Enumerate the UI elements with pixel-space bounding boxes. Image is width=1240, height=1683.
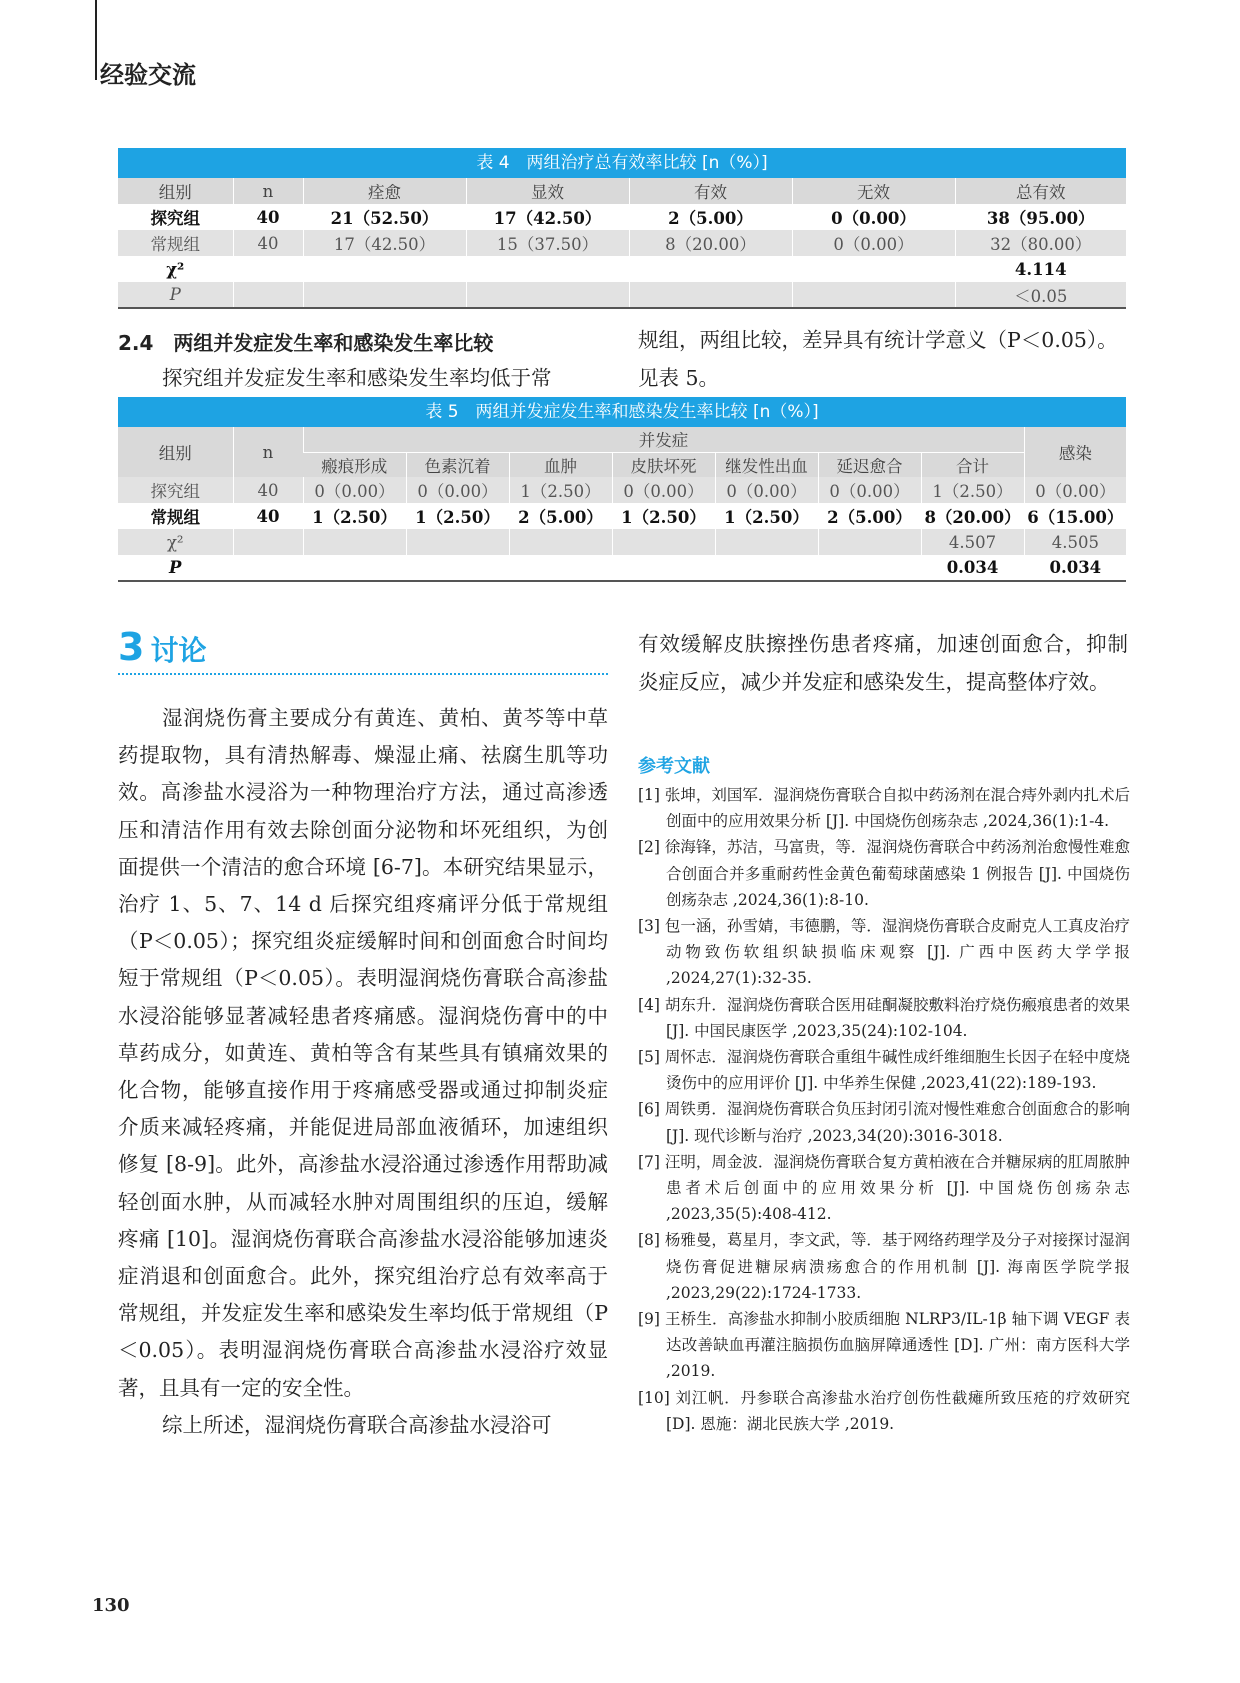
col-header-n: n: [233, 178, 303, 204]
table-cell: 40: [233, 503, 303, 529]
col-header-group: 组别: [118, 178, 233, 204]
table-5: [118, 397, 1126, 582]
reference-item: [1] 张坤，刘国军．湿润烧伤膏联合自拟中药汤剂在混合痔外剥内扎术后创面中的应用效果分析 [J]. 中国烧伤创疡杂志 ,2024,36(1):1-4.: [638, 786, 1130, 831]
table-row-p: [118, 555, 1126, 581]
col-header-scar: 瘢痕形成: [303, 452, 406, 477]
table-row: [118, 204, 1126, 230]
chi-value: 4.114: [955, 256, 1126, 282]
reference-item: [10] 刘江帆．丹参联合高渗盐水治疗创伤性截瘫所致压疮的疗效研究 [D]. 恩施：湖北民族大学 ,2019.: [638, 1388, 1130, 1433]
col-header-pigment: 色素沉着: [406, 452, 509, 477]
table-cell: 1（2.50）: [612, 503, 715, 529]
table-cell: 40: [233, 230, 303, 256]
table-cell: 32（80.00）: [955, 230, 1126, 256]
table-cell: 0（0.00）: [792, 204, 955, 230]
reference-item: [7] 汪明，周金波．湿润烧伤膏联合复方黄柏液在合并糖尿病的肛周脓肿患者术后创面中的应用效果分析 [J]. 中国烧伤创疡杂志 ,2023,35(5):408-412.: [638, 1152, 1130, 1224]
table-cell: 2（5.00）: [629, 204, 792, 230]
section-3-body-left: [118, 700, 608, 1444]
table-cell: 38（95.00）: [955, 204, 1126, 230]
section-3-para-1: 湿润烧伤膏主要成分有黄连、黄柏、黄芩等中草药提取物，具有清热解毒、燥湿止痛、祛腐生肌等功效。高渗盐水浸浴为一种物理治疗方法，通过高渗透压和清洁作用有效去除创面分泌物和坏死组织，为创面提供一个清洁的愈合环境 [6-7]。本研究结果显示，治疗 1、5、7、14 d 后探究组疼痛评分低于常规组（P＜0.05）；探究组炎症缓解时间和创面愈合时间均短于常规组（P＜0.05）。表明湿润烧伤膏联合高渗盐水浸浴能够显著减轻患者疼痛感。湿润烧伤膏中的中草药成分，如黄连、黄柏等含有某些具有镇痛效果的化合物，能够直接作用于疼痛感受器或通过抑制炎症介质来减轻疼痛，并能促进局部血液循环，加速组织修复 [8-9]。此外，高渗盐水浸浴通过渗透作用帮助减轻创面水肿，从而减轻水肿对周围组织的压迫，缓解疼痛 [10]。湿润烧伤膏联合高渗盐水浸浴能够加速炎症消退和创面愈合。此外，探究组治疗总有效率高于常规组，并发症发生率和感染发生率均低于常规组（P＜0.05）。表明湿润烧伤膏联合高渗盐水浸浴疗效显著，且具有一定的安全性。: [118, 706, 608, 1400]
table-cell: 1（2.50）: [406, 503, 509, 529]
p-value: ＜0.05: [955, 282, 1126, 308]
table-cell: 40: [233, 477, 303, 503]
table-cell: 2（5.00）: [818, 503, 921, 529]
col-header-total: 合计: [921, 452, 1024, 477]
section-3-number: 3: [118, 625, 145, 669]
table-cell: 17（42.50）: [303, 230, 466, 256]
section-2-4-title: 2.4 两组并发症发生率和感染发生率比较: [118, 331, 494, 355]
table-row-p: [118, 282, 1126, 308]
col-header-infection: 感染: [1024, 427, 1126, 477]
table-cell: 8（20.00）: [921, 503, 1024, 529]
col-header-n: n: [233, 427, 303, 477]
section-3-para-2-cont: 有效缓解皮肤擦挫伤患者疼痛，加速创面愈合，抑制炎症反应，减少并发症和感染发生，提高整体疗效。: [638, 632, 1128, 694]
col-header-delayed: 延迟愈合: [818, 452, 921, 477]
table-cell: 1（2.50）: [509, 477, 612, 503]
table-cell: 6（15.00）: [1024, 503, 1126, 529]
col-header-complication: 并发症: [303, 427, 1024, 452]
col-header-hematoma: 血肿: [509, 452, 612, 477]
table-cell: 0（0.00）: [406, 477, 509, 503]
table-cell: 常规组: [118, 230, 233, 256]
col-header-total-effective: 总有效: [955, 178, 1126, 204]
table-row-chi: [118, 256, 1126, 282]
reference-item: [5] 周怀志．湿润烧伤膏联合重组牛碱性成纤维细胞生长因子在轻中度烧烫伤中的应用评价 [J]. 中华养生保健 ,2023,41(22):189-193.: [638, 1048, 1130, 1093]
table-cell: 21（52.50）: [303, 204, 466, 230]
table-cell: 0（0.00）: [1024, 477, 1126, 503]
reference-item: [8] 杨雅曼，葛星月，李文武，等．基于网络药理学及分子对接探讨湿润烧伤膏促进糖尿病溃疡愈合的作用机制 [J]. 海南医学院学报 ,2023,29(22):1724-1733.: [638, 1231, 1130, 1302]
col-header-bleeding: 继发性出血: [715, 452, 818, 477]
section-3-para-2: 综上所述，湿润烧伤膏联合高渗盐水浸浴可: [162, 1412, 552, 1437]
table-cell: 0（0.00）: [715, 477, 818, 503]
table-row: [118, 477, 1126, 503]
col-header-group: 组别: [118, 427, 233, 477]
table-cell: 15（37.50）: [466, 230, 629, 256]
chi-infection: 4.505: [1024, 529, 1126, 555]
p-label: P: [118, 555, 233, 581]
table-row-chi: [118, 529, 1126, 555]
col-header-ineffective: 无效: [792, 178, 955, 204]
table-cell: 1（2.50）: [303, 503, 406, 529]
table-row: [118, 503, 1126, 529]
table-cell: 0（0.00）: [303, 477, 406, 503]
table-row: [118, 230, 1126, 256]
reference-item: [6] 周铁勇．湿润烧伤膏联合负压封闭引流对慢性难愈合创面愈合的影响 [J]. 现代诊断与治疗 ,2023,34(20):3016-3018.: [638, 1100, 1130, 1145]
table-5-caption: 表 5 两组并发症发生率和感染发生率比较 [n（%）]: [118, 397, 1126, 427]
reference-item: [4] 胡东升．湿润烧伤膏联合医用硅酮凝胶敷料治疗烧伤瘢痕患者的效果 [J]. 中国民康医学 ,2023,35(24):102-104.: [638, 995, 1130, 1040]
table-cell: 0（0.00）: [792, 230, 955, 256]
p-label: P: [118, 282, 233, 308]
table-cell: 常规组: [150, 508, 200, 527]
page-number: 130: [92, 1595, 130, 1616]
table-cell: 1（2.50）: [715, 503, 818, 529]
chi-label: χ²: [166, 259, 185, 279]
section-3-title: 讨论: [150, 634, 207, 667]
table-cell: 0（0.00）: [612, 477, 715, 503]
table-cell: 1（2.50）: [921, 477, 1024, 503]
header-rule: [95, 0, 97, 80]
table-cell: 2（5.00）: [509, 503, 612, 529]
section-3-heading: [118, 625, 608, 675]
col-header-necrosis: 皮肤坏死: [612, 452, 715, 477]
table-cell: 探究组: [150, 209, 200, 228]
table-cell: 40: [233, 204, 303, 230]
col-header-marked: 显效: [466, 178, 629, 204]
table-cell: 17（42.50）: [466, 204, 629, 230]
references-list: [638, 782, 1130, 1437]
references-title: 参考文献: [638, 756, 710, 777]
chi-label: χ²: [118, 529, 233, 555]
chi-total: 4.507: [921, 529, 1024, 555]
p-infection: 0.034: [1024, 555, 1126, 581]
reference-item: [3] 包一涵，孙雪婧，韦德鹏，等．湿润烧伤膏联合皮耐克人工真皮治疗动物致伤软组织缺损临床观察 [J]. 广西中医药大学学报 ,2024,27(1):32-35.: [638, 917, 1130, 988]
table-cell: 探究组: [118, 477, 233, 503]
col-header-cured: 痊愈: [303, 178, 466, 204]
section-2-4-para-right: 规组，两组比较，差异具有统计学意义（P＜0.05）。见表 5。: [638, 328, 1118, 390]
reference-item: [9] 王桥生．高渗盐水抑制小胶质细胞 NLRP3/IL-1β 轴下调 VEGF 表达改善缺血再灌注脑损伤血脑屏障通透性 [D]. 广州：南方医科大学 ,2019.: [638, 1310, 1130, 1381]
col-header-effective: 有效: [629, 178, 792, 204]
column-label: 经验交流: [100, 61, 196, 89]
table-4: [118, 148, 1126, 309]
table-4-caption: 表 4 两组治疗总有效率比较 [n（%）]: [118, 148, 1126, 178]
table-cell: 0（0.00）: [818, 477, 921, 503]
reference-item: [2] 徐海锋，苏洁，马富贵，等．湿润烧伤膏联合中药汤剂治愈慢性难愈合创面合并多重耐药性金黄色葡萄球菌感染 1 例报告 [J]. 中国烧伤创疡杂志 ,2024,36(1):8-10.: [638, 838, 1130, 909]
section-2-4-para-left: 探究组并发症发生率和感染发生率均低于常: [162, 366, 552, 390]
p-total: 0.034: [921, 555, 1024, 581]
table-cell: 8（20.00）: [629, 230, 792, 256]
